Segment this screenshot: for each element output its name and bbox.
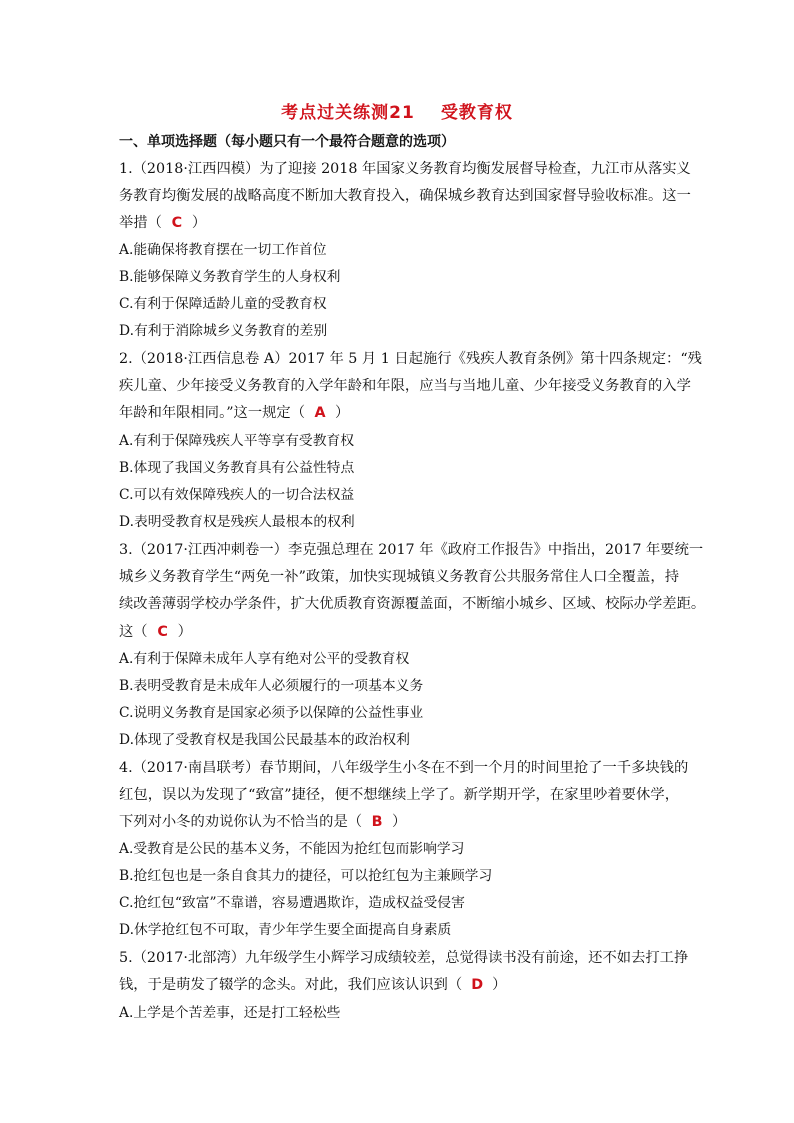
question-3-option-a: A.有利于保障未成年人享有绝对公平的受教育权 [119,651,410,667]
question-2-option-a: A.有利于保障残疾人平等享有受教育权 [119,433,355,449]
question-2-option-d: D.表明受教育权是残疾人最根本的权利 [119,514,355,530]
answer-5: D [471,977,484,993]
question-3-stem-end: 这（ C ） [119,624,192,640]
question-4-option-b: B.抢红包也是一条自食其力的捷径，可以抢红包为主兼顾学习 [119,868,493,884]
question-5-stem-end: 钱，于是萌发了辍学的念头。对此，我们应该认识到（ D ） [119,977,507,993]
answer-2: A [314,405,326,421]
question-1-option-b: B.能够保障义务教育学生的人身权利 [119,269,341,285]
question-3-line-2: 城乡义务教育学生“两免一补”政策，加快实现城镇义务教育公共服务常住人口全覆盖，持 [119,569,679,585]
question-3-option-c: C.说明义务教育是国家必须予以保障的公益性事业 [119,705,424,721]
section-heading: 一、单项选择题（每小题只有一个最符合题意的选项） [119,134,455,150]
question-3-line-3: 续改善薄弱学校办学条件，扩大优质教育资源覆盖面，不断缩小城乡、区域、校际办学差距。 [119,596,706,612]
question-1-option-a: A.能确保将教育摆在一切工作首位 [119,242,327,258]
question-1-line-1: 1.（2018·江西四模）为了迎接 2018 年国家义务教育均衡发展督导检查，九江市从落实义 [119,161,691,177]
question-4-option-a: A.受教育是公民的基本义务，不能因为抢红包而影响学习 [119,841,465,857]
question-1-option-c: C.有利于保障适龄儿童的受教育权 [119,296,327,312]
question-3-line-1: 3.（2017·江西冲刺卷一）李克强总理在 2017 年《政府工作报告》中指出，2017 年要统一 [119,542,704,558]
question-2-option-b: B.体现了我国义务教育具有公益性特点 [119,460,355,476]
question-2-line-2: 疾儿童、少年接受义务教育的入学年龄和年限，应当与当地儿童、少年接受义务教育的入学 [119,378,691,394]
question-4-option-c: C.抢红包“致富”不靠谱，容易遭遇欺诈，造成权益受侵害 [119,895,465,911]
question-1-stem-end: 举措（ C ） [119,215,207,231]
page-title [0,98,794,123]
question-4-line-1: 4.（2017·南昌联考）春节期间，八年级学生小冬在不到一个月的时间里抢了一千多块钱的 [119,760,689,776]
answer-4: B [371,814,383,830]
question-4-stem-end: 下列对小冬的劝说你认为不恰当的是（ B ） [119,814,407,830]
title-number: 考点过关练测21 [281,103,415,123]
question-2-stem-end: 年龄和年限相同。”这一规定（ A ） [119,405,350,421]
question-4-line-2: 红包，误以为发现了“致富”捷径，便不想继续上学了。新学期开学，在家里吵着要休学， [119,787,679,803]
question-1-line-2: 务教育均衡发展的战略高度不断加大教育投入，确保城乡教育达到国家督导验收标准。这一 [119,188,691,204]
question-5-line-1: 5.（2017·北部湾）九年级学生小辉学习成绩较差，总觉得读书没有前途，还不如去打工挣 [119,950,689,966]
question-3-option-d: D.体现了受教育权是我国公民最基本的政治权利 [119,732,410,748]
question-5-option-a: A.上学是个苦差事，还是打工轻松些 [119,1005,341,1021]
answer-1: C [171,215,183,231]
question-2-option-c: C.可以有效保障残疾人的一切合法权益 [119,487,355,503]
answer-3: C [157,624,168,640]
question-4-option-d: D.休学抢红包不可取，青少年学生要全面提高自身素质 [119,922,452,938]
question-2-line-1: 2.（2018·江西信息卷 A）2017 年 5 月 1 日起施行《残疾人教育条例》第十四条规定：“残 [119,351,702,367]
question-3-option-b: B.表明受教育是未成年人必须履行的一项基本义务 [119,678,424,694]
title-topic: 受教育权 [440,103,513,123]
question-1-option-d: D.有利于消除城乡义务教育的差别 [119,323,328,339]
